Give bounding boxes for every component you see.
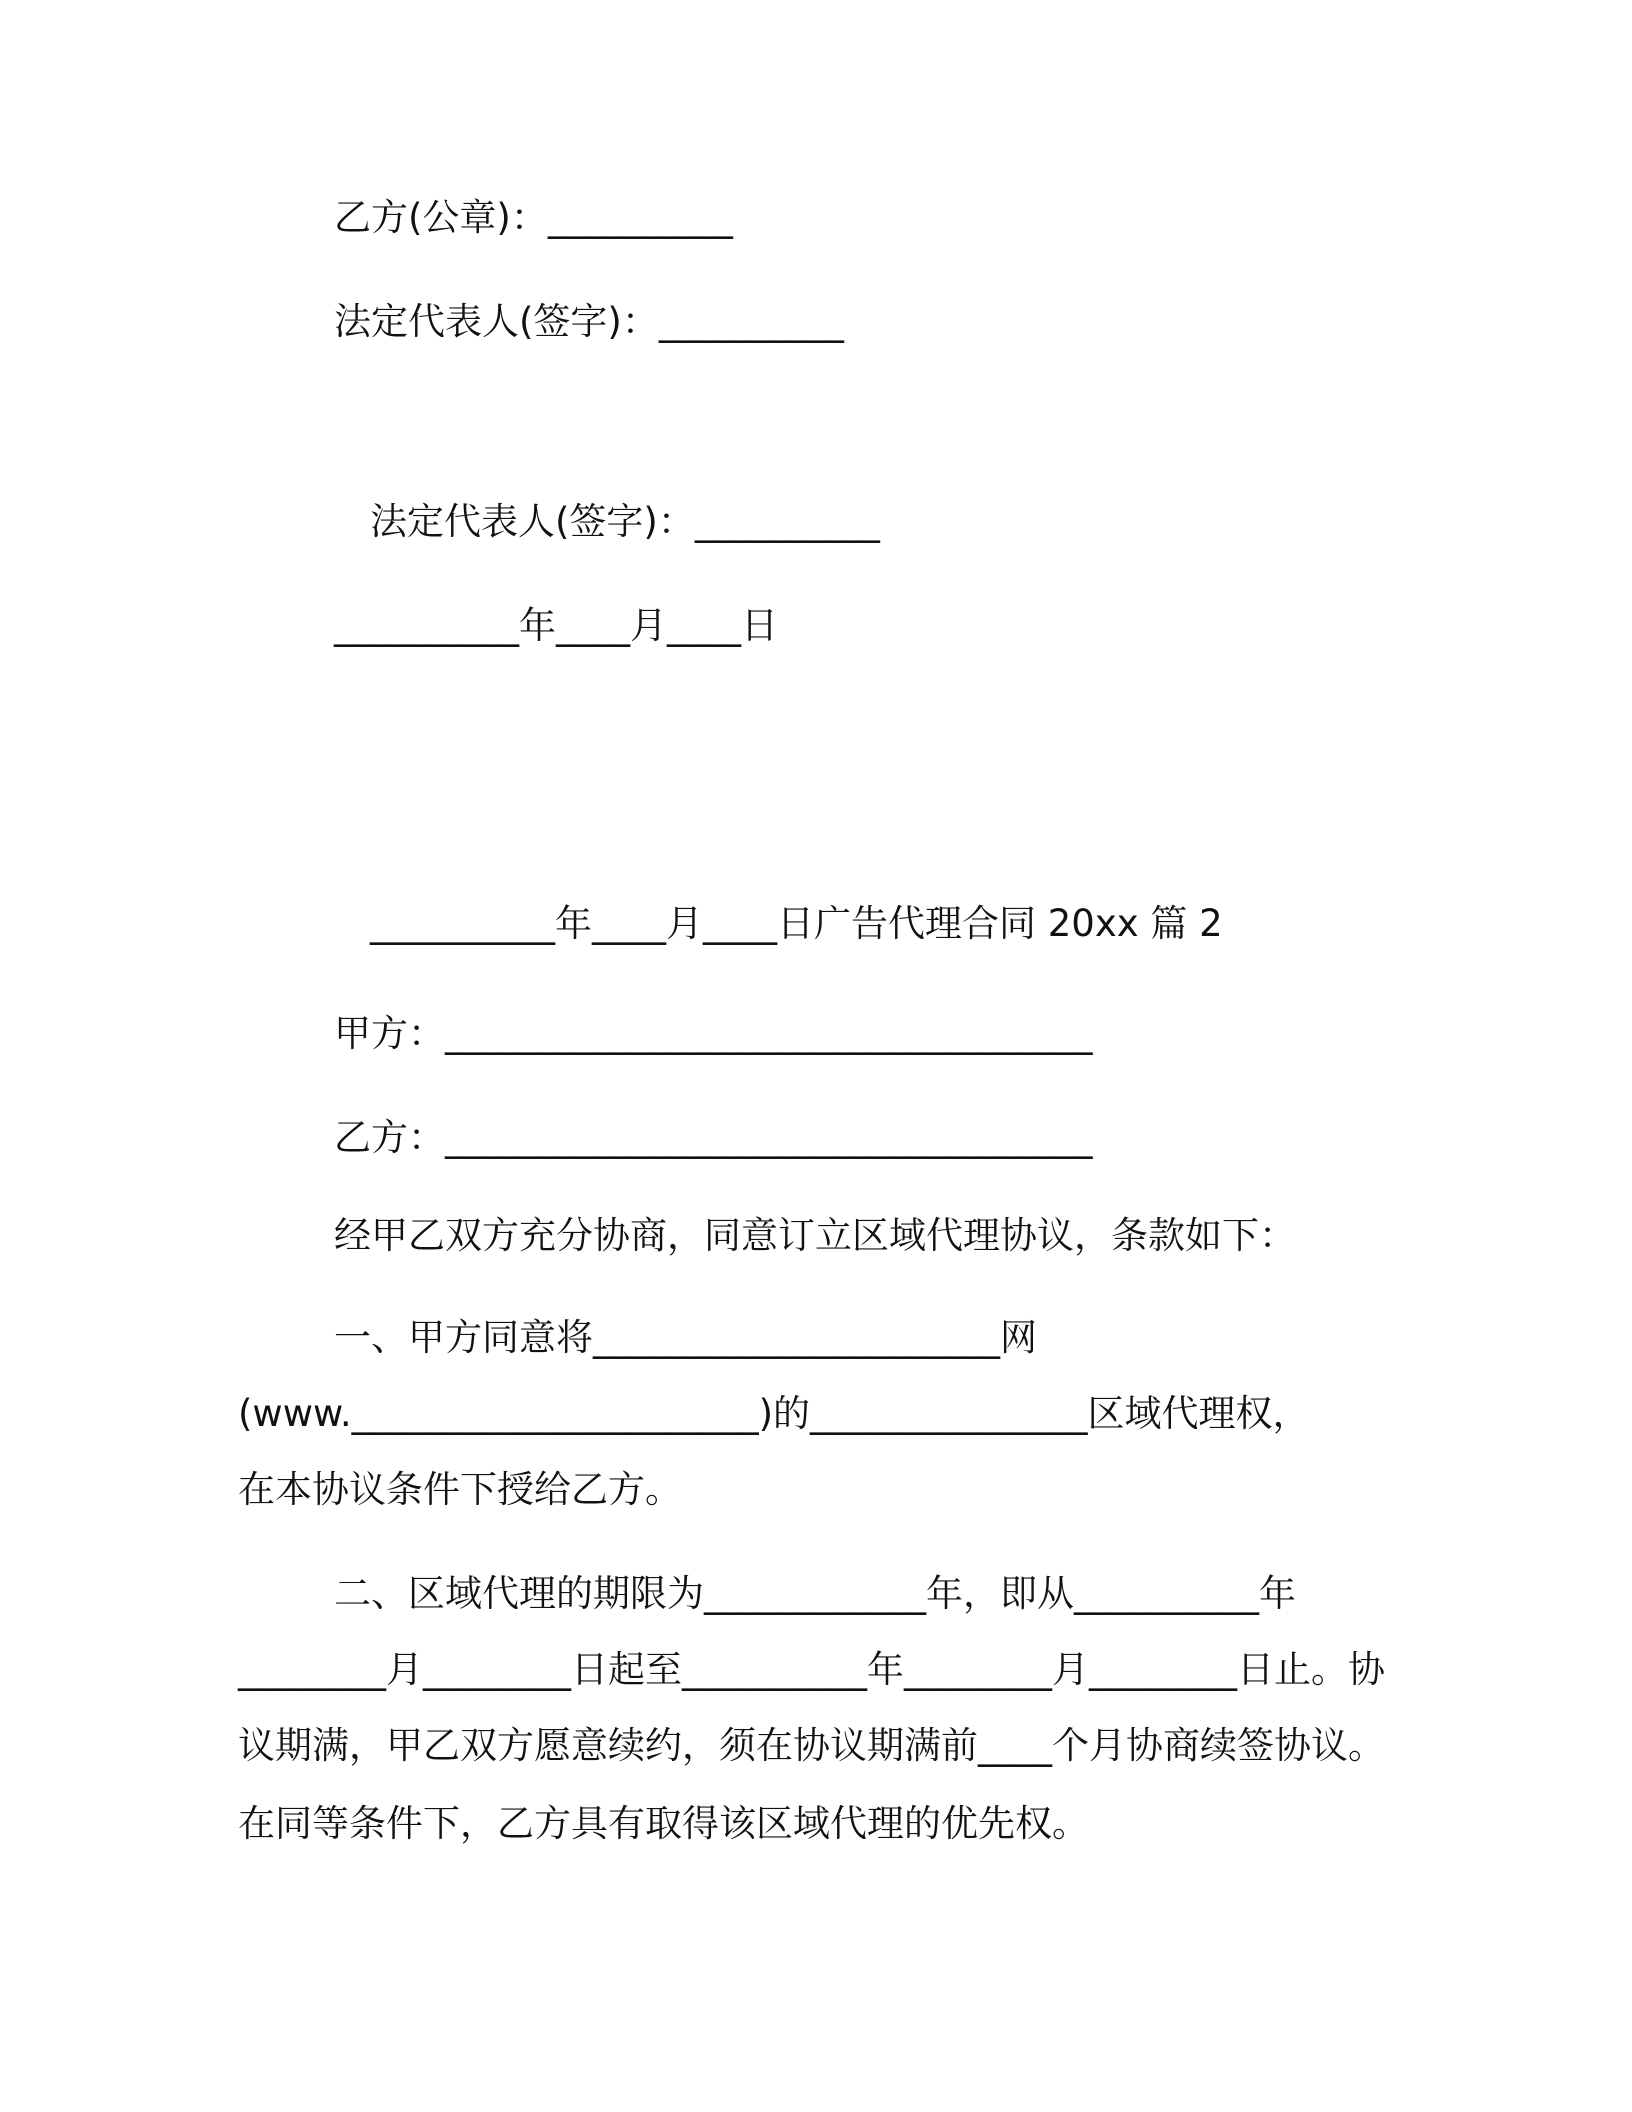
party-b-line: 乙方：___________________________________ <box>334 1116 1093 1159</box>
signature-date-line: __________年____月____日 <box>334 604 778 647</box>
clause-2-line-1: 二、区域代理的期限为____________年，即从__________年 <box>334 1572 1296 1615</box>
clause-2-line-2: ________月________日起至__________年________月________日止。协 <box>238 1648 1385 1691</box>
clause-2-line-4: 在同等条件下，乙方具有取得该区域代理的优先权。 <box>238 1802 1089 1845</box>
party-b-seal-line: 乙方(公章)：__________ <box>334 196 733 239</box>
legal-representative-signature-line: 法定代表人(签字)：__________ <box>334 300 844 343</box>
clause-1-line-1: 一、甲方同意将______________________网 <box>334 1316 1037 1359</box>
clause-1-line-2: (www.______________________)的_______________区域代理权， <box>238 1392 1310 1435</box>
section-title: __________年____月____日广告代理合同 20xx 篇 2 <box>370 902 1223 945</box>
clause-1-line-3: 在本协议条件下授给乙方。 <box>238 1468 682 1511</box>
party-a-line: 甲方：___________________________________ <box>334 1012 1093 1055</box>
agreement-intro: 经甲乙双方充分协商，同意订立区域代理协议，条款如下： <box>334 1214 1296 1257</box>
legal-representative-signature-line-2: 法定代表人(签字)：__________ <box>370 500 880 543</box>
clause-2-line-3: 议期满，甲乙双方愿意续约，须在协议期满前____个月协商续签协议。 <box>238 1724 1385 1767</box>
